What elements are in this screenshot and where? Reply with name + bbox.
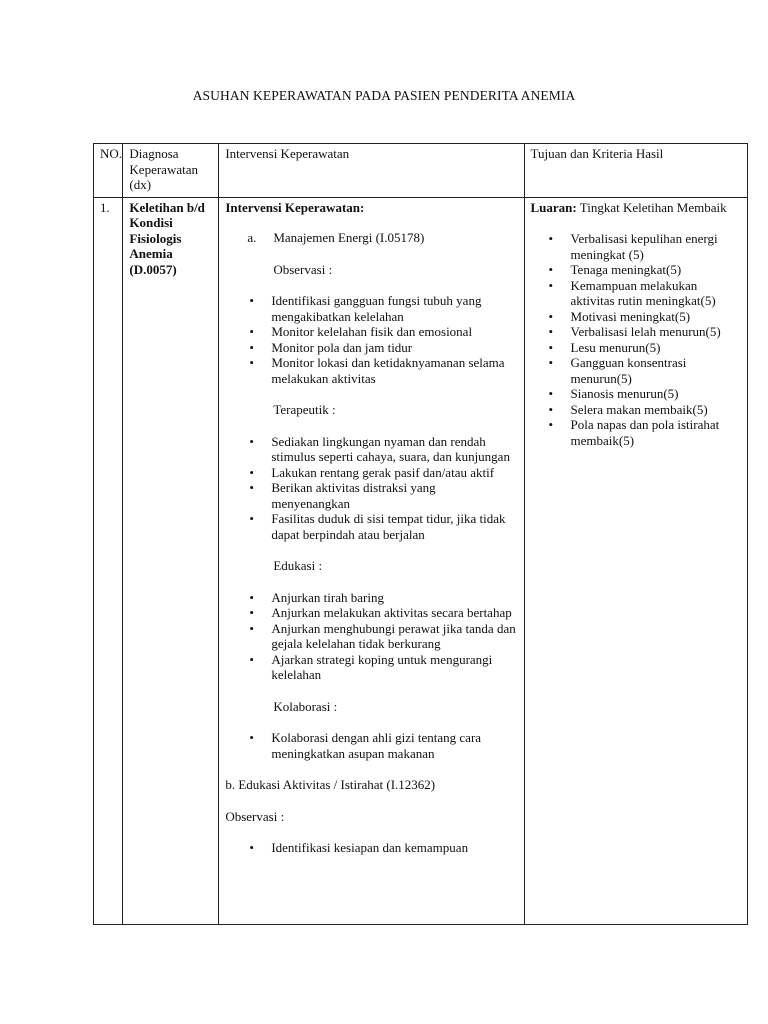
list-item: • Kolaborasi dengan ahli gizi tentang cara meningkatkan asupan makanan	[225, 730, 517, 761]
header-diagnosa: Diagnosa Keperawatan (dx)	[123, 144, 219, 198]
list-item: • Gangguan konsentrasi menurun(5)	[531, 355, 741, 386]
list-item: • Lakukan rentang gerak pasif dan/atau aktif	[225, 465, 517, 481]
diagnosis-cell	[123, 197, 219, 924]
diagnosis-text: Keletihan b/d Kondisi Fisiologis Anemia (D.0057)	[129, 199, 205, 277]
intervention-a	[225, 230, 517, 246]
table-row	[94, 197, 748, 924]
header-intervensi: Intervensi Keperawatan	[219, 144, 524, 198]
header-no: NO.	[94, 144, 123, 198]
b-observasi-label: Observasi :	[225, 808, 285, 824]
luaran-label: Luaran:	[530, 199, 577, 215]
list-item: • Identifikasi kesiapan dan kemampuan	[225, 840, 517, 856]
list-item: • Identifikasi gangguan fungsi tubuh yang mengakibatkan kelelahan	[225, 293, 517, 324]
list-item: • Monitor kelelahan fisik dan emosional	[225, 324, 517, 340]
list-item: • Tenaga meningkat(5)	[531, 262, 741, 278]
intervention-a-title: Manajemen Energi (I.05178)	[273, 230, 425, 245]
list-item: • Verbalisasi lelah menurun(5)	[531, 324, 741, 340]
intervention-cell	[219, 197, 524, 924]
list-item: • Motivasi meningkat(5)	[531, 309, 741, 325]
list-item: • Sediakan lingkungan nyaman dan rendah stimulus seperti cahaya, suara, dan kunjungan	[225, 434, 517, 465]
list-item: • Ajarkan strategi koping untuk mengurangi kelelahan	[225, 652, 517, 683]
list-item: • Kemampuan melakukan aktivitas rutin meningkat(5)	[531, 278, 741, 309]
edukasi-list	[225, 590, 517, 683]
list-item: • Lesu menurun(5)	[531, 340, 741, 356]
item-letter-a: a.	[247, 230, 257, 245]
list-item: • Monitor pola dan jam tidur	[225, 340, 517, 356]
list-item: • Monitor lokasi dan ketidaknyamanan selama melakukan aktivitas	[225, 355, 517, 386]
list-item: • Anjurkan menghubungi perawat jika tanda dan gejala kelelahan tidak berkurang	[225, 621, 517, 652]
list-item: • Sianosis menurun(5)	[531, 386, 741, 402]
kriteria-list	[531, 231, 741, 448]
b-observasi-list	[225, 840, 517, 856]
luaran	[531, 200, 741, 216]
observasi-list	[225, 293, 517, 386]
document-title: ASUHAN KEPERAWATAN PADA PASIEN PENDERITA ANEMIA	[192, 88, 576, 103]
row-number: 1.	[94, 197, 123, 924]
list-item: • Selera makan membaik(5)	[531, 402, 741, 418]
list-item: • Verbalisasi kepulihan energi meningkat (5)	[531, 231, 741, 262]
luaran-text: Tingkat Keletihan Membaik	[579, 199, 727, 215]
header-row	[94, 144, 748, 198]
list-item: • Anjurkan melakukan aktivitas secara bertahap	[225, 605, 517, 621]
kolaborasi-list	[225, 730, 517, 761]
outcome-cell	[524, 197, 747, 924]
intervention-heading: Intervensi Keperawatan:	[225, 199, 365, 215]
kolaborasi-label: Kolaborasi :	[273, 698, 338, 714]
intervention-b-title: b. Edukasi Aktivitas / Istirahat (I.12362)	[225, 777, 436, 792]
terapeutik-list	[225, 434, 517, 543]
list-item: • Pola napas dan pola istirahat membaik(5)	[531, 417, 741, 448]
header-tujuan: Tujuan dan Kriteria Hasil	[524, 144, 747, 198]
care-plan-table	[93, 143, 748, 925]
terapeutik-label: Terapeutik :	[273, 402, 336, 417]
list-item: • Anjurkan tirah baring	[225, 590, 517, 606]
observasi-label: Observasi :	[273, 261, 333, 277]
list-item: • Fasilitas duduk di sisi tempat tidur, jika tidak dapat berpindah atau berjalan	[225, 511, 517, 542]
edukasi-label: Edukasi :	[273, 558, 323, 573]
list-item: • Berikan aktivitas distraksi yang menyenangkan	[225, 480, 517, 511]
